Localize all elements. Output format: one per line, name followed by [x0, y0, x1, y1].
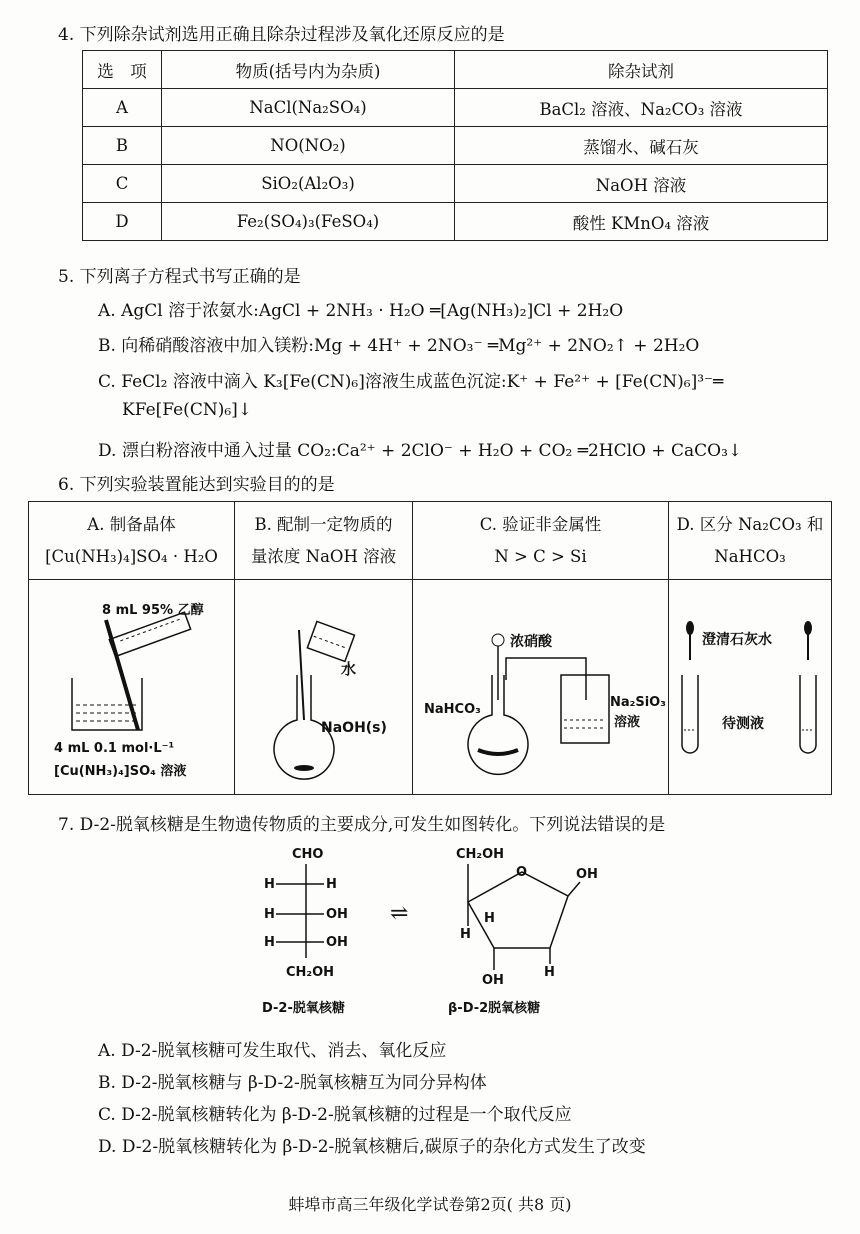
table-header-row — [83, 51, 828, 89]
fischer-ch2oh: CH₂OH — [286, 965, 335, 980]
q7-option-b: B. D-2-脱氧核糖与 β-D-2-脱氧核糖互为同分异构体 — [98, 1073, 487, 1093]
q5-stem: 5. 下列离子方程式书写正确的是 — [58, 267, 301, 287]
label-nahco3: NaHCO₃ — [423, 702, 481, 717]
caption-line: D. 区分 Na₂CO₃ 和 — [676, 514, 824, 534]
header-substance: 物质(括号内为杂质) — [162, 51, 455, 89]
caption-line: A. 制备晶体 — [87, 514, 176, 534]
q7-structures — [250, 840, 610, 1020]
caption-line: B. 配制一定物质的 — [254, 514, 393, 534]
caption-line: NaHCO₃ — [714, 546, 786, 566]
row-option: A — [83, 89, 162, 127]
apparatus-c — [413, 580, 669, 795]
q7-option-c: C. D-2-脱氧核糖转化为 β-D-2-脱氧核糖的过程是一个取代反应 — [98, 1105, 572, 1125]
fischer-h: H — [326, 877, 337, 892]
cell-b-caption — [235, 502, 413, 580]
apparatus-b-drawing — [239, 580, 409, 790]
q4-stem: 4. 下列除杂试剂选用正确且除杂过程涉及氧化还原反应的是 — [58, 25, 505, 45]
dropper-left — [686, 621, 694, 635]
fischer-cho: CHO — [292, 847, 324, 862]
q5-option-c: C. FeCl₂ 溶液中滴入 K₃[Fe(CN)₆]溶液生成蓝色沉淀:K⁺ + Fe²⁺ + [Fe(CN)₆]³⁻═ — [98, 372, 724, 392]
ring-h: H — [484, 911, 495, 926]
row-option: D — [83, 203, 162, 241]
label-limewater: 澄清石灰水 — [702, 632, 772, 648]
table-row — [83, 89, 828, 127]
table-row — [83, 203, 828, 241]
apparatus-b — [235, 580, 413, 795]
label-beta-deoxyribose: β-D-2脱氧核糖 — [448, 1001, 541, 1016]
apparatus-d-drawing — [670, 580, 830, 790]
q5-option-d: D. 漂白粉溶液中通入过量 CO₂:Ca²⁺ + 2ClO⁻ + H₂O + CO₂ ═2HClO + CaCO₃↓ — [98, 441, 743, 461]
caption-line: 量浓度 NaOH 溶液 — [250, 546, 397, 566]
test-tube-left — [682, 675, 698, 753]
ring-ch2oh: CH₂OH — [456, 847, 505, 862]
caption-line: C. 验证非金属性 — [479, 514, 602, 534]
apparatus-d — [669, 580, 832, 795]
label-nitric-acid: 浓硝酸 — [509, 634, 552, 650]
label-d2-deoxyribose: D-2-脱氧核糖 — [262, 1001, 345, 1016]
ring-oh: OH — [576, 867, 598, 882]
ring-o: O — [516, 865, 528, 880]
fischer-h: H — [264, 877, 275, 892]
glass-rod — [299, 630, 304, 720]
ring-h: H — [544, 965, 555, 980]
ring-h: H — [460, 927, 471, 942]
q5-option-c-cont: KFe[Fe(CN)₆]↓ — [122, 400, 253, 420]
table-header-row — [29, 502, 832, 580]
apparatus-a — [29, 580, 235, 795]
label-naoh: NaOH(s) — [320, 720, 387, 736]
dropper-right — [804, 621, 812, 635]
q5-option-b: B. 向稀硝酸溶液中加入镁粉:Mg + 4H⁺ + 2NO₃⁻ ═Mg²⁺ + 2NO₂↑ + 2H₂O — [98, 336, 700, 356]
label-solution: [Cu(NH₃)₄]SO₄ 溶液 — [53, 764, 186, 779]
apparatus-c-drawing — [416, 580, 666, 790]
test-tube-right — [800, 675, 816, 753]
furanose-ring — [468, 872, 568, 948]
table-row — [83, 165, 828, 203]
label-ethanol: 8 mL 95% 乙醇 — [101, 603, 204, 618]
cell-a-caption — [29, 502, 235, 580]
label-solution: 溶液 — [613, 715, 640, 730]
fischer-h: H — [264, 907, 275, 922]
q7-option-a: A. D-2-脱氧核糖可发生取代、消去、氧化反应 — [98, 1041, 447, 1061]
row-reagent: BaCl₂ 溶液、Na₂CO₃ 溶液 — [455, 89, 828, 127]
fischer-oh: OH — [326, 935, 348, 950]
ring-oh: OH — [482, 973, 504, 988]
q7-option-d: D. D-2-脱氧核糖转化为 β-D-2-脱氧核糖后,碳原子的杂化方式发生了改变 — [98, 1137, 646, 1157]
page-footer: 蚌埠市高三年级化学试卷第2页( 共8 页) — [288, 1195, 572, 1214]
row-substance: NO(NO₂) — [162, 127, 455, 165]
row-reagent: 酸性 KMnO₄ 溶液 — [455, 203, 828, 241]
connecting-tube — [506, 658, 586, 700]
label-na2sio3: Na₂SiO₃ — [609, 695, 666, 710]
fischer-oh: OH — [326, 907, 348, 922]
q7-stem: 7. D-2-脱氧核糖是生物遗传物质的主要成分,可发生如图转化。下列说法错误的是 — [58, 815, 666, 835]
gas-bottle — [561, 675, 609, 743]
row-reagent: 蒸馏水、碱石灰 — [455, 127, 828, 165]
label-test-solution: 待测液 — [722, 716, 764, 732]
row-reagent: NaOH 溶液 — [455, 165, 828, 203]
row-option: B — [83, 127, 162, 165]
header-option: 选 项 — [83, 51, 162, 89]
caption-line: [Cu(NH₃)₄]SO₄ · H₂O — [45, 546, 218, 566]
q5-option-a: A. AgCl 溶于浓氨水:AgCl + 2NH₃ · H₂O ═[Ag(NH₃)₂]Cl + 2H₂O — [98, 301, 624, 321]
q4-table — [82, 50, 828, 241]
table-row — [83, 127, 828, 165]
row-option: C — [83, 165, 162, 203]
cell-c-caption — [413, 502, 669, 580]
label-conc: 4 mL 0.1 mol·L⁻¹ — [53, 741, 174, 756]
beaker — [307, 621, 354, 661]
funnel — [492, 634, 504, 646]
q6-stem: 6. 下列实验装置能达到实验目的的是 — [58, 475, 335, 495]
apparatus-a-drawing — [32, 580, 232, 790]
cell-d-caption — [669, 502, 832, 580]
caption-line: N > C > Si — [494, 546, 587, 566]
equilibrium-arrow-icon: ⇌ — [390, 901, 409, 926]
row-substance: Fe₂(SO₄)₃(FeSO₄) — [162, 203, 455, 241]
label-water: 水 — [340, 660, 356, 678]
row-substance: SiO₂(Al₂O₃) — [162, 165, 455, 203]
row-substance: NaCl(Na₂SO₄) — [162, 89, 455, 127]
table-row — [29, 580, 832, 795]
header-reagent: 除杂试剂 — [455, 51, 828, 89]
fischer-h: H — [264, 935, 275, 950]
q6-table — [28, 501, 832, 795]
